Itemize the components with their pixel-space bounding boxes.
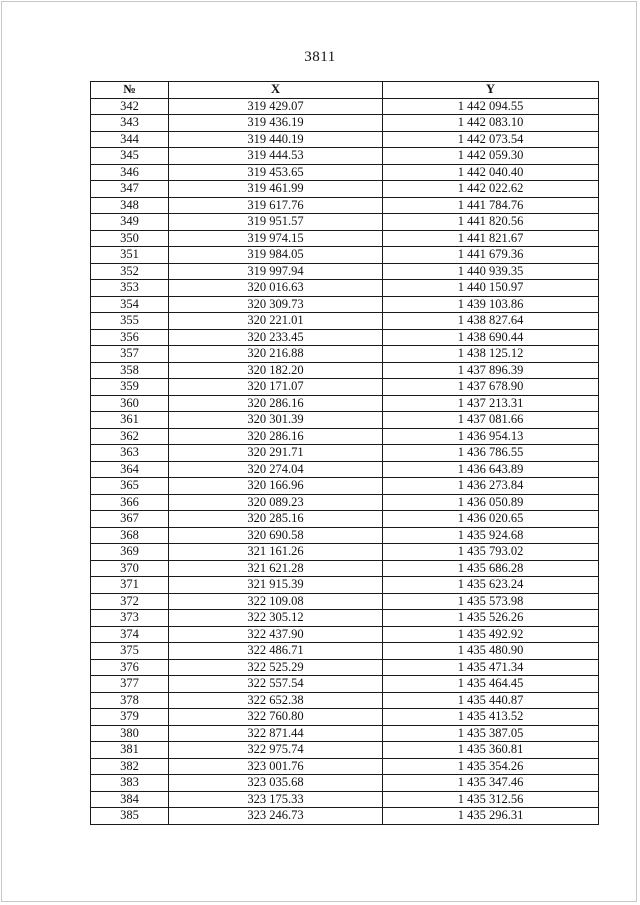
- table-row: [91, 131, 599, 148]
- x-coordinate-cell: 320 274.04: [169, 461, 383, 478]
- table-row: [91, 263, 599, 280]
- point-number-cell: 374: [91, 626, 169, 643]
- table-row: [91, 742, 599, 759]
- table-row: [91, 247, 599, 264]
- x-coordinate-cell: 320 089.23: [169, 494, 383, 511]
- x-coordinate-cell: 322 525.29: [169, 659, 383, 676]
- y-coordinate-cell: 1 435 686.28: [383, 560, 599, 577]
- x-coordinate-cell: 320 285.16: [169, 511, 383, 528]
- table-row: [91, 362, 599, 379]
- x-coordinate-cell: 321 915.39: [169, 577, 383, 594]
- y-coordinate-cell: 1 440 939.35: [383, 263, 599, 280]
- y-coordinate-cell: 1 442 040.40: [383, 164, 599, 181]
- table-row: [91, 461, 599, 478]
- table-row: [91, 511, 599, 528]
- table-row: [91, 280, 599, 297]
- point-number-cell: 359: [91, 379, 169, 396]
- header-x: X: [169, 82, 383, 99]
- y-coordinate-cell: 1 442 073.54: [383, 131, 599, 148]
- x-coordinate-cell: 322 557.54: [169, 676, 383, 693]
- x-coordinate-cell: 322 871.44: [169, 725, 383, 742]
- point-number-cell: 365: [91, 478, 169, 495]
- y-coordinate-cell: 1 436 050.89: [383, 494, 599, 511]
- point-number-cell: 371: [91, 577, 169, 594]
- table-row: [91, 395, 599, 412]
- table-row: [91, 626, 599, 643]
- table-row: [91, 593, 599, 610]
- x-coordinate-cell: 320 016.63: [169, 280, 383, 297]
- table-row: [91, 197, 599, 214]
- x-coordinate-cell: 320 690.58: [169, 527, 383, 544]
- x-coordinate-cell: 319 951.57: [169, 214, 383, 231]
- x-coordinate-cell: 320 286.16: [169, 395, 383, 412]
- table-row: [91, 329, 599, 346]
- point-number-cell: 367: [91, 511, 169, 528]
- y-coordinate-cell: 1 435 464.45: [383, 676, 599, 693]
- x-coordinate-cell: 319 997.94: [169, 263, 383, 280]
- y-coordinate-cell: 1 435 354.26: [383, 758, 599, 775]
- point-number-cell: 363: [91, 445, 169, 462]
- point-number-cell: 379: [91, 709, 169, 726]
- point-number-cell: 370: [91, 560, 169, 577]
- y-coordinate-cell: 1 435 296.31: [383, 808, 599, 825]
- point-number-cell: 381: [91, 742, 169, 759]
- y-coordinate-cell: 1 435 573.98: [383, 593, 599, 610]
- page-number: 3811: [304, 49, 336, 65]
- x-coordinate-cell: 319 984.05: [169, 247, 383, 264]
- point-number-cell: 369: [91, 544, 169, 561]
- y-coordinate-cell: 1 435 413.52: [383, 709, 599, 726]
- x-coordinate-cell: 322 486.71: [169, 643, 383, 660]
- y-coordinate-cell: 1 435 387.05: [383, 725, 599, 742]
- x-coordinate-cell: 320 221.01: [169, 313, 383, 330]
- table-row: [91, 659, 599, 676]
- y-coordinate-cell: 1 435 793.02: [383, 544, 599, 561]
- y-coordinate-cell: 1 442 094.55: [383, 98, 599, 115]
- x-coordinate-cell: 319 617.76: [169, 197, 383, 214]
- point-number-cell: 375: [91, 643, 169, 660]
- table-row: [91, 214, 599, 231]
- point-number-cell: 362: [91, 428, 169, 445]
- table-row: [91, 478, 599, 495]
- table-row: [91, 148, 599, 165]
- coordinates-table: [90, 81, 599, 825]
- y-coordinate-cell: 1 435 924.68: [383, 527, 599, 544]
- table-row: [91, 98, 599, 115]
- point-number-cell: 385: [91, 808, 169, 825]
- table-row: [91, 643, 599, 660]
- x-coordinate-cell: 319 461.99: [169, 181, 383, 198]
- x-coordinate-cell: 320 166.96: [169, 478, 383, 495]
- point-number-cell: 377: [91, 676, 169, 693]
- table-row: [91, 527, 599, 544]
- point-number-cell: 364: [91, 461, 169, 478]
- point-number-cell: 347: [91, 181, 169, 198]
- point-number-cell: 360: [91, 395, 169, 412]
- point-number-cell: 383: [91, 775, 169, 792]
- x-coordinate-cell: 319 429.07: [169, 98, 383, 115]
- x-coordinate-cell: 322 109.08: [169, 593, 383, 610]
- x-coordinate-cell: 323 246.73: [169, 808, 383, 825]
- point-number-cell: 346: [91, 164, 169, 181]
- table-row: [91, 164, 599, 181]
- point-number-cell: 361: [91, 412, 169, 429]
- point-number-cell: 345: [91, 148, 169, 165]
- x-coordinate-cell: 320 216.88: [169, 346, 383, 363]
- y-coordinate-cell: 1 438 125.12: [383, 346, 599, 363]
- table-body: [91, 98, 599, 824]
- x-coordinate-cell: 319 453.65: [169, 164, 383, 181]
- point-number-cell: 356: [91, 329, 169, 346]
- y-coordinate-cell: 1 436 643.89: [383, 461, 599, 478]
- header-number: №: [91, 82, 169, 99]
- y-coordinate-cell: 1 437 213.31: [383, 395, 599, 412]
- y-coordinate-cell: 1 440 150.97: [383, 280, 599, 297]
- y-coordinate-cell: 1 435 440.87: [383, 692, 599, 709]
- y-coordinate-cell: 1 436 786.55: [383, 445, 599, 462]
- y-coordinate-cell: 1 442 022.62: [383, 181, 599, 198]
- y-coordinate-cell: 1 439 103.86: [383, 296, 599, 313]
- table-header-row: [91, 82, 599, 99]
- point-number-cell: 384: [91, 791, 169, 808]
- y-coordinate-cell: 1 435 526.26: [383, 610, 599, 627]
- y-coordinate-cell: 1 438 690.44: [383, 329, 599, 346]
- x-coordinate-cell: 320 171.07: [169, 379, 383, 396]
- table-row: [91, 346, 599, 363]
- x-coordinate-cell: 320 233.45: [169, 329, 383, 346]
- point-number-cell: 354: [91, 296, 169, 313]
- x-coordinate-cell: 319 436.19: [169, 115, 383, 132]
- table-row: [91, 758, 599, 775]
- y-coordinate-cell: 1 435 347.46: [383, 775, 599, 792]
- y-coordinate-cell: 1 442 083.10: [383, 115, 599, 132]
- y-coordinate-cell: 1 437 896.39: [383, 362, 599, 379]
- point-number-cell: 382: [91, 758, 169, 775]
- point-number-cell: 380: [91, 725, 169, 742]
- x-coordinate-cell: 322 760.80: [169, 709, 383, 726]
- point-number-cell: 355: [91, 313, 169, 330]
- y-coordinate-cell: 1 435 360.81: [383, 742, 599, 759]
- table-row: [91, 791, 599, 808]
- table-row: [91, 494, 599, 511]
- y-coordinate-cell: 1 435 471.34: [383, 659, 599, 676]
- table-row: [91, 577, 599, 594]
- y-coordinate-cell: 1 441 784.76: [383, 197, 599, 214]
- point-number-cell: 353: [91, 280, 169, 297]
- point-number-cell: 376: [91, 659, 169, 676]
- y-coordinate-cell: 1 437 678.90: [383, 379, 599, 396]
- y-coordinate-cell: 1 435 312.56: [383, 791, 599, 808]
- table-row: [91, 709, 599, 726]
- table-row: [91, 181, 599, 198]
- point-number-cell: 344: [91, 131, 169, 148]
- point-number-cell: 368: [91, 527, 169, 544]
- x-coordinate-cell: 323 035.68: [169, 775, 383, 792]
- y-coordinate-cell: 1 435 480.90: [383, 643, 599, 660]
- table-row: [91, 230, 599, 247]
- point-number-cell: 342: [91, 98, 169, 115]
- table-row: [91, 313, 599, 330]
- y-coordinate-cell: 1 441 821.67: [383, 230, 599, 247]
- point-number-cell: 358: [91, 362, 169, 379]
- point-number-cell: 352: [91, 263, 169, 280]
- point-number-cell: 373: [91, 610, 169, 627]
- point-number-cell: 351: [91, 247, 169, 264]
- y-coordinate-cell: 1 437 081.66: [383, 412, 599, 429]
- x-coordinate-cell: 319 440.19: [169, 131, 383, 148]
- table-row: [91, 692, 599, 709]
- y-coordinate-cell: 1 442 059.30: [383, 148, 599, 165]
- x-coordinate-cell: 322 437.90: [169, 626, 383, 643]
- y-coordinate-cell: 1 435 492.92: [383, 626, 599, 643]
- table-row: [91, 379, 599, 396]
- table-row: [91, 676, 599, 693]
- point-number-cell: 343: [91, 115, 169, 132]
- table-row: [91, 775, 599, 792]
- point-number-cell: 366: [91, 494, 169, 511]
- x-coordinate-cell: 320 291.71: [169, 445, 383, 462]
- x-coordinate-cell: 320 182.20: [169, 362, 383, 379]
- x-coordinate-cell: 320 309.73: [169, 296, 383, 313]
- x-coordinate-cell: 320 286.16: [169, 428, 383, 445]
- x-coordinate-cell: 323 175.33: [169, 791, 383, 808]
- x-coordinate-cell: 322 652.38: [169, 692, 383, 709]
- x-coordinate-cell: 323 001.76: [169, 758, 383, 775]
- table-row: [91, 808, 599, 825]
- point-number-cell: 378: [91, 692, 169, 709]
- y-coordinate-cell: 1 441 820.56: [383, 214, 599, 231]
- point-number-cell: 349: [91, 214, 169, 231]
- point-number-cell: 357: [91, 346, 169, 363]
- y-coordinate-cell: 1 436 273.84: [383, 478, 599, 495]
- table-row: [91, 412, 599, 429]
- x-coordinate-cell: 319 974.15: [169, 230, 383, 247]
- x-coordinate-cell: 322 975.74: [169, 742, 383, 759]
- table-row: [91, 560, 599, 577]
- y-coordinate-cell: 1 441 679.36: [383, 247, 599, 264]
- y-coordinate-cell: 1 438 827.64: [383, 313, 599, 330]
- point-number-cell: 348: [91, 197, 169, 214]
- x-coordinate-cell: 320 301.39: [169, 412, 383, 429]
- point-number-cell: 372: [91, 593, 169, 610]
- x-coordinate-cell: 321 161.26: [169, 544, 383, 561]
- y-coordinate-cell: 1 436 020.65: [383, 511, 599, 528]
- x-coordinate-cell: 321 621.28: [169, 560, 383, 577]
- x-coordinate-cell: 319 444.53: [169, 148, 383, 165]
- point-number-cell: 350: [91, 230, 169, 247]
- header-y: Y: [383, 82, 599, 99]
- table-row: [91, 296, 599, 313]
- x-coordinate-cell: 322 305.12: [169, 610, 383, 627]
- table-row: [91, 725, 599, 742]
- y-coordinate-cell: 1 435 623.24: [383, 577, 599, 594]
- table-row: [91, 115, 599, 132]
- y-coordinate-cell: 1 436 954.13: [383, 428, 599, 445]
- table-row: [91, 445, 599, 462]
- table-row: [91, 544, 599, 561]
- table-row: [91, 428, 599, 445]
- table-row: [91, 610, 599, 627]
